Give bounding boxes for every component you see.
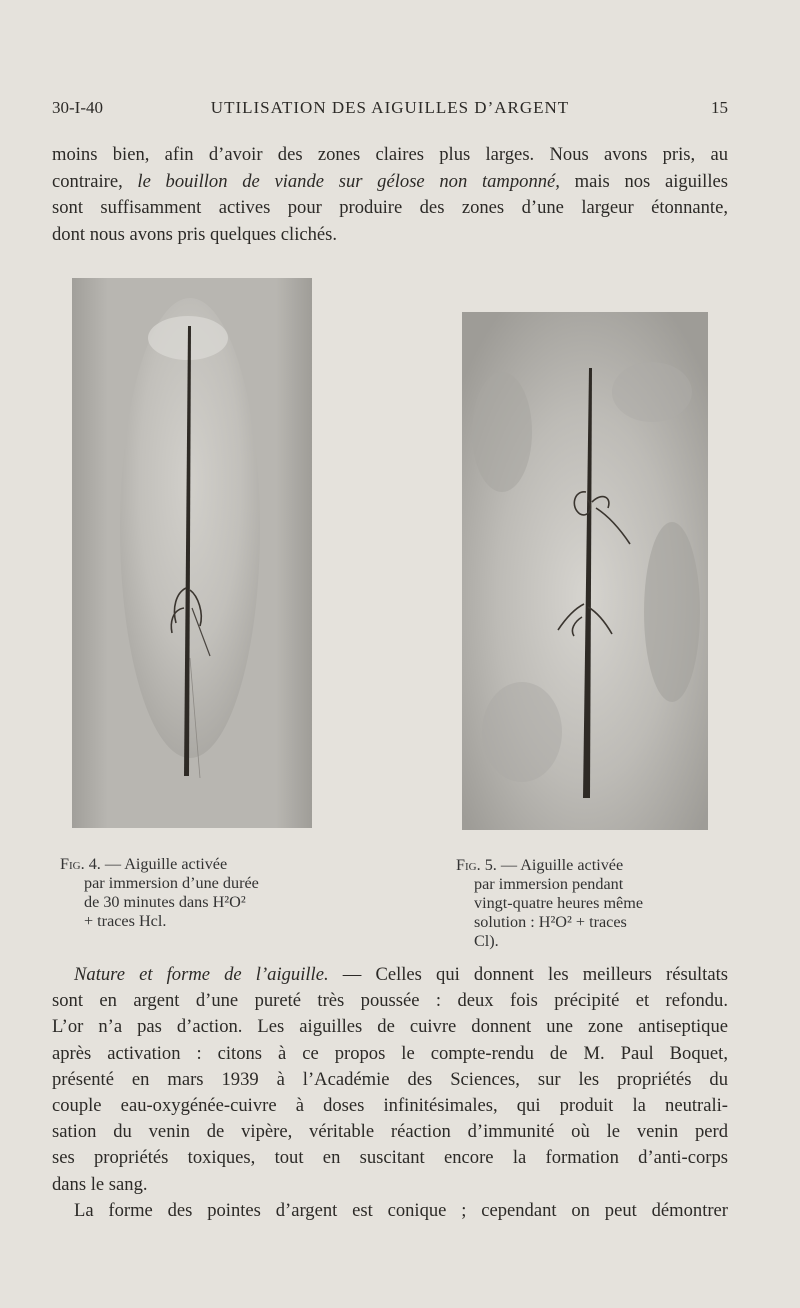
paragraph-line: sont suffisamment actives pour produire des zones d’une largeur étonnante, — [52, 197, 728, 218]
paragraph-line: Nature et forme de l’aiguille. — Celles qui donnent les meilleurs résultats — [74, 964, 728, 985]
figure-label: Fig. 4. — [60, 855, 101, 873]
page-number: 15 — [711, 98, 728, 117]
caption-line: par immersion d’une durée — [84, 874, 259, 892]
figure-5-caption — [456, 856, 706, 951]
figure-5-photo — [462, 312, 708, 830]
paragraph-line: contraire, le bouillon de viande sur gélose non tamponné, mais nos aiguilles — [52, 170, 728, 192]
figure-4-photo — [72, 278, 312, 828]
header-title: UTILISATION DES AIGUILLES D’ARGENT — [210, 98, 570, 117]
figure-label: Fig. 5. — [456, 856, 497, 874]
caption-line: de 30 minutes dans H²O² — [84, 893, 246, 911]
paragraph-line: après activation : citons à ce propos le compte-rendu de M. Paul Boquet, — [52, 1042, 728, 1064]
paragraph-line: présenté en mars 1939 à l’Académie des Sciences, sur les propriétés du — [52, 1068, 728, 1090]
paragraph-line: sont en argent d’une pureté très poussée : deux fois précipité et refondu. — [52, 990, 728, 1012]
italic-phrase: le bouillon de viande sur gélose non tamponné, — [137, 170, 560, 192]
figure-4-caption — [60, 855, 312, 931]
body-paragraph — [52, 962, 728, 1224]
caption-line: Fig. 4. — Aiguille activée — [60, 855, 228, 873]
intro-paragraph — [52, 142, 728, 248]
running-header — [52, 98, 728, 124]
paragraph-line: La forme des pointes d’argent est conique ; cependant on peut démontrer — [74, 1199, 728, 1221]
caption-line: + traces Hcl. — [84, 912, 167, 930]
paragraph-line: moins bien, afin d’avoir des zones claires plus larges. Nous avons pris, au — [52, 144, 728, 165]
header-date: 30-I-40 — [52, 98, 103, 117]
paragraph-line: couple eau-oxygénée-cuivre à doses infinitésimales, qui produit la neutrali- — [52, 1095, 728, 1117]
paragraph-line: dans le sang. — [52, 1173, 148, 1195]
caption-line: Fig. 5. — Aiguille activée — [456, 856, 624, 874]
paragraph-line: L’or n’a pas d’action. Les aiguilles de cuivre donnent une zone antiseptique — [52, 1016, 728, 1038]
needle-photo-image — [462, 312, 708, 830]
paragraph-line: ses propriétés toxiques, tout en suscitant encore la formation d’anti-corps — [52, 1147, 728, 1169]
paragraph-line: sation du venin de vipère, véritable réaction d’immunité où le venin perd — [52, 1121, 728, 1143]
caption-line: Cl). — [474, 932, 499, 950]
caption-line: vingt-quatre heures même — [474, 894, 644, 912]
paragraph-line: dont nous avons pris quelques clichés. — [52, 223, 338, 245]
caption-line: solution : H²O² + traces — [474, 913, 627, 931]
needle-photo-image — [72, 278, 312, 828]
section-heading-italic: Nature et forme de l’aiguille. — [74, 964, 329, 985]
caption-line: par immersion pendant — [474, 875, 624, 893]
